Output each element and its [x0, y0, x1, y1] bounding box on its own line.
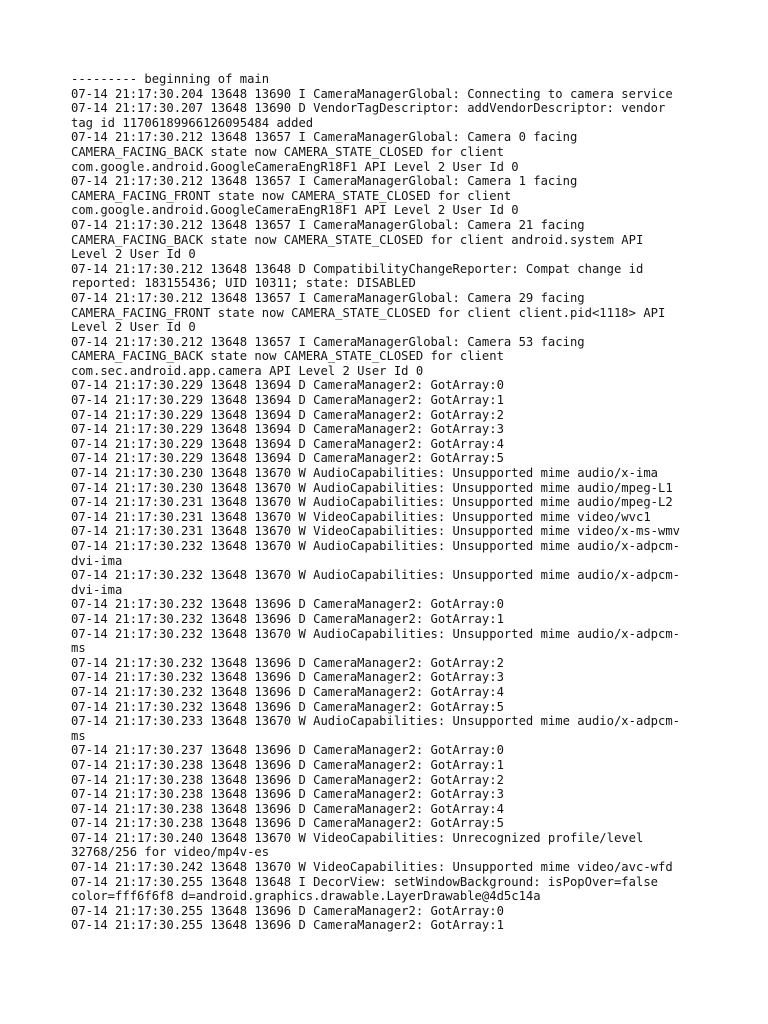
log-line: Level 2 User Id 0 [71, 247, 196, 262]
log-line: 07-14 21:17:30.233 13648 13670 W AudioCapabilities: Unsupported mime audio/x-adpcm- [71, 714, 681, 729]
log-line: 07-14 21:17:30.232 13648 13670 W AudioCapabilities: Unsupported mime audio/x-adpcm- [71, 626, 681, 641]
log-line: 07-14 21:17:30.230 13648 13670 W AudioCapabilities: Unsupported mime audio/x-ima [71, 466, 658, 481]
log-line: 07-14 21:17:30.212 13648 13657 I CameraManagerGlobal: Camera 53 facing [71, 334, 585, 349]
log-line: CAMERA_FACING_FRONT state now CAMERA_STATE_CLOSED for client [71, 188, 512, 203]
log-line: 07-14 21:17:30.212 13648 13648 D CompatibilityChangeReporter: Compat change id [71, 261, 644, 276]
log-line: 07-14 21:17:30.231 13648 13670 W VideoCapabilities: Unsupported mime video/x-ms-wmv [71, 524, 681, 539]
log-line: 07-14 21:17:30.240 13648 13670 W VideoCapabilities: Unrecognized profile/level [71, 830, 644, 845]
log-line: --------- beginning of main [71, 72, 270, 86]
log-line: 07-14 21:17:30.238 13648 13696 D CameraManager2: GotArray:3 [71, 787, 504, 802]
log-line: 07-14 21:17:30.238 13648 13696 D CameraManager2: GotArray:5 [71, 816, 504, 831]
log-line: tag id 11706189966126095484 added [71, 115, 314, 130]
log-line: 07-14 21:17:30.229 13648 13694 D CameraManager2: GotArray:0 [71, 378, 504, 393]
log-line: 07-14 21:17:30.212 13648 13657 I CameraManagerGlobal: Camera 29 facing [71, 290, 585, 305]
log-line: 07-14 21:17:30.204 13648 13690 I CameraManagerGlobal: Connecting to camera service [71, 86, 673, 101]
log-line: 07-14 21:17:30.230 13648 13670 W AudioCapabilities: Unsupported mime audio/mpeg-L1 [71, 480, 673, 495]
log-line: 07-14 21:17:30.255 13648 13696 D CameraManager2: GotArray:0 [71, 903, 504, 918]
log-line: 07-14 21:17:30.232 13648 13696 D CameraManager2: GotArray:4 [71, 684, 504, 699]
log-line: 07-14 21:17:30.212 13648 13657 I CameraManagerGlobal: Camera 21 facing [71, 217, 585, 232]
log-line: com.sec.android.app.camera API Level 2 User Id 0 [71, 363, 424, 378]
log-line: 07-14 21:17:30.255 13648 13648 I DecorView: setWindowBackground: isPopOver=false [71, 874, 658, 889]
log-line: 07-14 21:17:30.238 13648 13696 D CameraManager2: GotArray:2 [71, 772, 504, 787]
log-line: Level 2 User Id 0 [71, 320, 196, 335]
log-line: 07-14 21:17:30.232 13648 13670 W AudioCapabilities: Unsupported mime audio/x-adpcm- [71, 539, 681, 553]
log-line: reported: 183155436; UID 10311; state: DISABLED [71, 276, 416, 291]
log-line: 07-14 21:17:30.229 13648 13694 D CameraManager2: GotArray:2 [71, 407, 504, 422]
log-line: 07-14 21:17:30.229 13648 13694 D CameraManager2: GotArray:3 [71, 422, 504, 437]
log-line: 07-14 21:17:30.255 13648 13696 D CameraManager2: GotArray:1 [71, 918, 504, 933]
log-line: ms [71, 641, 86, 656]
log-line: 07-14 21:17:30.232 13648 13696 D CameraManager2: GotArray:2 [71, 655, 504, 670]
log-line: 07-14 21:17:30.229 13648 13694 D CameraManager2: GotArray:1 [71, 393, 504, 408]
log-line: 07-14 21:17:30.232 13648 13696 D CameraManager2: GotArray:1 [71, 611, 504, 626]
log-line: com.google.android.GoogleCameraEngR18F1 API Level 2 User Id 0 [71, 203, 519, 218]
log-line: 07-14 21:17:30.231 13648 13670 W AudioCapabilities: Unsupported mime audio/mpeg-L2 [71, 495, 673, 510]
log-line: 07-14 21:17:30.229 13648 13694 D CameraManager2: GotArray:4 [71, 436, 504, 451]
log-document [71, 72, 711, 933]
log-line: CAMERA_FACING_FRONT state now CAMERA_STATE_CLOSED for client client.pid<1118> API [71, 305, 666, 320]
log-line: dvi-ima [71, 582, 123, 597]
log-line: ms [71, 728, 86, 743]
log-line: com.google.android.GoogleCameraEngR18F1 API Level 2 User Id 0 [71, 159, 519, 174]
log-line: 07-14 21:17:30.238 13648 13696 D CameraManager2: GotArray:4 [71, 801, 504, 816]
log-line: 07-14 21:17:30.212 13648 13657 I CameraManagerGlobal: Camera 0 facing [71, 130, 578, 145]
log-line: 07-14 21:17:30.242 13648 13670 W VideoCapabilities: Unsupported mime video/avc-wfd [71, 860, 673, 875]
log-line: 07-14 21:17:30.232 13648 13696 D CameraManager2: GotArray:3 [71, 670, 504, 685]
log-line: CAMERA_FACING_BACK state now CAMERA_STATE_CLOSED for client [71, 144, 504, 159]
log-line: CAMERA_FACING_BACK state now CAMERA_STATE_CLOSED for client [71, 349, 504, 364]
log-line: 07-14 21:17:30.237 13648 13696 D CameraManager2: GotArray:0 [71, 743, 504, 758]
log-line: 07-14 21:17:30.238 13648 13696 D CameraManager2: GotArray:1 [71, 757, 504, 772]
log-line: 07-14 21:17:30.232 13648 13696 D CameraManager2: GotArray:5 [71, 699, 504, 714]
log-line: 07-14 21:17:30.231 13648 13670 W VideoCapabilities: Unsupported mime video/wvc1 [71, 509, 651, 524]
log-line: 07-14 21:17:30.232 13648 13670 W AudioCapabilities: Unsupported mime audio/x-adpcm- [71, 568, 681, 583]
log-line: dvi-ima [71, 553, 123, 568]
log-line: 32768/256 for video/mp4v-es [71, 845, 270, 860]
log-line: color=fff6f6f8 d=android.graphics.drawable.LayerDrawable@4d5c14a [71, 889, 541, 904]
log-line: 07-14 21:17:30.232 13648 13696 D CameraManager2: GotArray:0 [71, 597, 504, 612]
log-line: 07-14 21:17:30.229 13648 13694 D CameraManager2: GotArray:5 [71, 451, 504, 466]
log-line: 07-14 21:17:30.207 13648 13690 D VendorTagDescriptor: addVendorDescriptor: vendor [71, 101, 666, 116]
log-line: CAMERA_FACING_BACK state now CAMERA_STATE_CLOSED for client android.system API [71, 232, 644, 247]
log-line: 07-14 21:17:30.212 13648 13657 I CameraManagerGlobal: Camera 1 facing [71, 174, 578, 189]
